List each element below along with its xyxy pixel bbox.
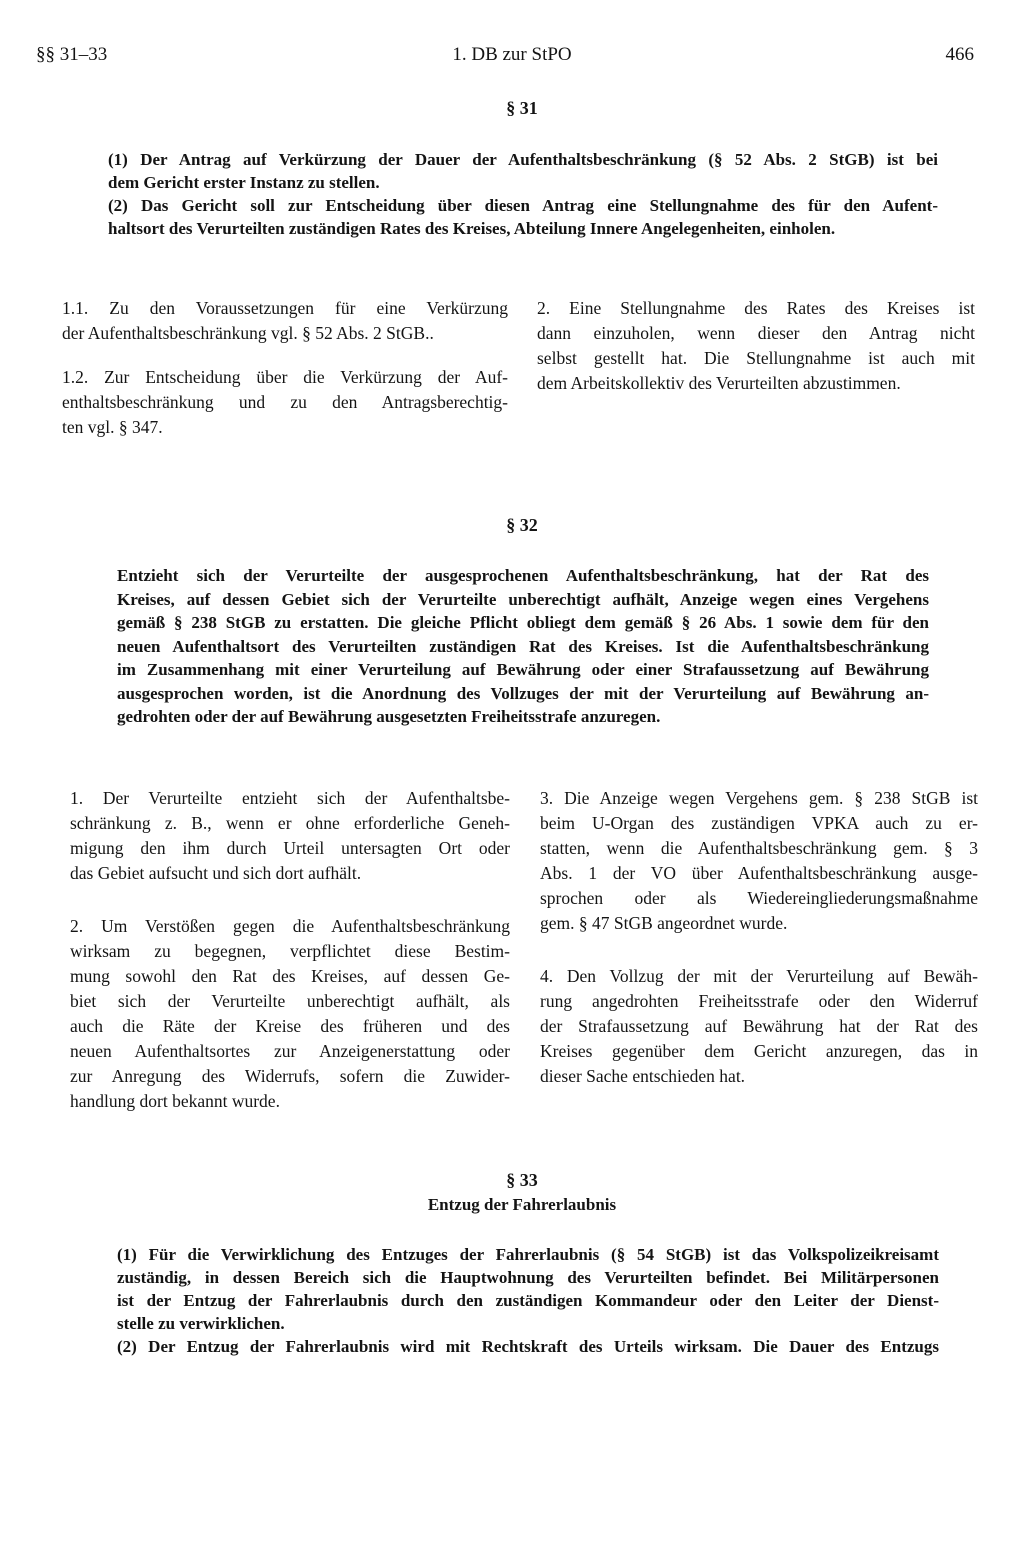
commentary-note-1-1: 1.1. Zu den Voraussetzungen für eine Verkürzung der Aufenthaltsbeschränkung vgl. § 52 Abs. 2 StGB.. — [62, 298, 508, 343]
running-head-section-range: §§ 31–33 — [36, 44, 108, 65]
law-line: zuständig, in dessen Bereich sich die Hauptwohnung des Verurteilten befindet. Bei Militärpersonen — [117, 1268, 939, 1287]
section-32-law-text — [117, 564, 929, 729]
section-33-law-text — [117, 1243, 939, 1358]
law-line: gedrohten oder der auf Bewährung ausgesetzten Freiheitsstrafe anzuregen. — [117, 707, 661, 726]
section-31-commentary-left — [62, 296, 508, 440]
law-line: stelle zu verwirklichen. — [117, 1314, 285, 1333]
law-line: ist der Entzug der Fahrerlaubnis durch den zuständigen Kommandeur oder den Leiter der Dienst- — [117, 1291, 939, 1310]
section-32-heading: § 32 — [506, 515, 538, 535]
commentary-note-1: 1. Der Verurteilte entzieht sich der Aufenthaltsbe- schränkung z. B., wenn er ohne erforderliche Geneh- migung den ihm durch Urteil untersagten Ort oder das Gebiet aufsucht und sich dort aufhält. — [70, 788, 510, 883]
commentary-note-1-2: 1.2. Zur Entscheidung über die Verkürzung der Auf- enthaltsbeschränkung und zu den Antragsberechtig- ten vgl. § 347. — [62, 367, 508, 437]
section-33-subheading: Entzug der Fahrerlaubnis — [427, 1195, 617, 1214]
law-line: Entzieht sich der Verurteilte der ausgesprochenen Aufenthaltsbeschränkung, hat der Rat des — [117, 566, 929, 585]
section-32-commentary-left — [70, 786, 510, 1114]
section-32-commentary-right — [540, 786, 978, 1089]
law-line: neuen Aufenthaltsort des Verurteilten zuständigen Rat des Kreises. Ist die Aufenthaltsbeschränkung — [117, 636, 929, 656]
running-head-title: 1. DB zur StPO — [452, 44, 572, 65]
commentary-note-2: 2. Eine Stellungnahme des Rates des Kreises ist dann einzuholen, wenn dieser den Antrag nicht selbst gestellt hat. Die Stellungnahme ist auch mit dem Arbeitskollektiv des Verurteilten abzustimmen. — [537, 298, 975, 393]
section-31-commentary-right — [537, 296, 975, 396]
page-number: 466 — [945, 44, 974, 65]
section-31-heading: § 31 — [506, 98, 538, 118]
law-line: (2) Das Gericht soll zur Entscheidung über diesen Antrag eine Stellungnahme des für den Aufent- — [108, 196, 938, 215]
commentary-note-2: 2. Um Verstößen gegen die Aufenthaltsbeschränkung wirksam zu begegnen, verpflichtet diese Bestim- mung sowohl den Rat des Kreises, auf dessen Ge- biet sich der Verurteilte unberechtigt aufhält, als auch die Räte der Kreise des früheren und des neuen Aufenthaltsortes zur Anzeigenerstattung oder zur Anregung des Widerrufs, sofern die Zuwider- handlung dort bekannt wurde. — [70, 916, 510, 1111]
section-33-heading: § 33 — [506, 1170, 538, 1190]
law-line: dem Gericht erster Instanz zu stellen. — [108, 173, 380, 192]
law-line: (1) Für die Verwirklichung des Entzuges der Fahrerlaubnis (§ 54 StGB) ist das Volkspolizeikreisamt — [117, 1245, 939, 1264]
law-line: (2) Der Entzug der Fahrerlaubnis wird mit Rechtskraft des Urteils wirksam. Die Dauer des Entzugs — [117, 1337, 939, 1356]
law-line: (1) Der Antrag auf Verkürzung der Dauer der Aufenthaltsbeschränkung (§ 52 Abs. 2 StGB) ist bei — [108, 150, 938, 169]
law-line: Kreises, auf dessen Gebiet sich der Verurteilte unberechtigt aufhält, Anzeige wegen eines Vergehens — [117, 589, 929, 609]
law-line: haltsort des Verurteilten zuständigen Rates des Kreises, Abteilung Innere Angelegenheiten, einholen. — [108, 219, 836, 238]
commentary-note-4: 4. Den Vollzug der mit der Verurteilung auf Bewäh- rung angedrohten Freiheitsstrafe oder den Widerruf der Strafaussetzung auf Bewährung hat der Rat des Kreises gegenüber dem Gericht anzuregen, das in dieser Sache entschieden hat. — [540, 966, 978, 1086]
law-line: gemäß § 238 StGB zu erstatten. Die gleiche Pflicht obliegt dem gemäß § 26 Abs. 1 sowie dem für den — [117, 613, 929, 632]
commentary-note-3: 3. Die Anzeige wegen Vergehens gem. § 238 StGB ist beim U-Organ des zuständigen VPKA auch zu er- statten, wenn die Aufenthaltsbeschränkung gem. § 3 Abs. 1 der VO über Aufenthaltsbeschränkung ausge- sprochen oder als Wiedereingliederungsmaßnahme gem. § 47 StGB angeordnet wurde. — [540, 788, 978, 933]
law-line: im Zusammenhang mit einer Verurteilung auf Bewährung oder einer Strafaussetzung auf Bewährung — [117, 660, 929, 679]
section-31-law-text — [108, 148, 938, 240]
law-line: ausgesprochen worden, ist die Anordnung des Vollzuges der mit der Verurteilung auf Bewährung an- — [117, 683, 929, 703]
